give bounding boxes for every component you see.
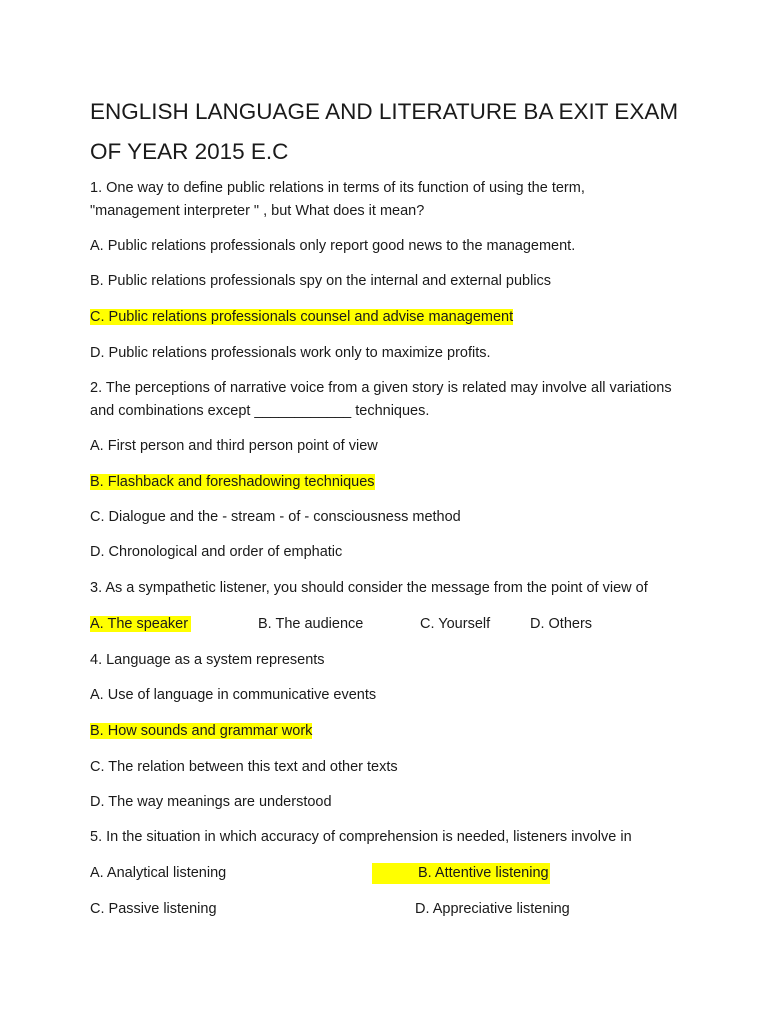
q2-option-a: A. First person and third person point of view (90, 438, 378, 454)
highlight-mark: C. Public relations professionals counsel and advise management (90, 309, 514, 325)
q2-option-b-highlighted (90, 471, 375, 494)
q1-stem-line-1: 1. One way to define public relations in terms of its function of using the term, (90, 180, 585, 196)
q1-option-c-highlighted (90, 306, 513, 329)
q3-option-d: D. Others (530, 616, 593, 632)
q2-stem-line-2: and combinations except ____________ techniques. (90, 403, 430, 419)
highlight-mark: B. Flashback and foreshadowing techniques (90, 474, 375, 490)
q3-option-b: B. The audience (258, 616, 364, 632)
q1-option-d: D. Public relations professionals work only to maximize profits. (90, 345, 491, 361)
q4-stem: 4. Language as a system represents (90, 652, 325, 668)
q2-stem-line-1: 2. The perceptions of narrative voice from a given story is related may involve all variations (90, 380, 672, 396)
q1-option-b: B. Public relations professionals spy on the internal and external publics (90, 273, 552, 289)
q5-stem: 5. In the situation in which accuracy of comprehension is needed, listeners involve in (90, 829, 632, 845)
document-title: ENGLISH LANGUAGE AND LITERATURE BA EXIT EXAM OF YEAR 2015 E.C (90, 99, 679, 164)
q1-option-a: A. Public relations professionals only report good news to the management. (90, 238, 576, 254)
q5-option-a: A. Analytical listening (90, 865, 227, 881)
q4-option-b-highlighted (90, 720, 312, 743)
q4-option-c: C. The relation between this text and other texts (90, 759, 398, 775)
q5-option-d: D. Appreciative listening (415, 901, 570, 917)
q4-option-d: D. The way meanings are understood (90, 794, 332, 810)
q2-option-d: D. Chronological and order of emphatic (90, 544, 343, 560)
q1-stem-line-2: "management interpreter " , but What does it mean? (90, 203, 425, 219)
highlight-mark: A. The speaker (90, 616, 191, 632)
q4-option-a: A. Use of language in communicative events (90, 687, 377, 703)
q5-option-b-highlighted: B. Attentive listening (418, 865, 549, 881)
q3-option-a-highlighted (90, 613, 191, 636)
q3-option-c: C. Yourself (420, 616, 491, 632)
q5-option-c: C. Passive listening (90, 901, 217, 917)
highlight-mark: B. How sounds and grammar work (90, 723, 313, 739)
q2-option-c: C. Dialogue and the - stream - of - consciousness method (90, 509, 461, 525)
q3-stem: 3. As a sympathetic listener, you should consider the message from the point of view of (90, 580, 648, 596)
